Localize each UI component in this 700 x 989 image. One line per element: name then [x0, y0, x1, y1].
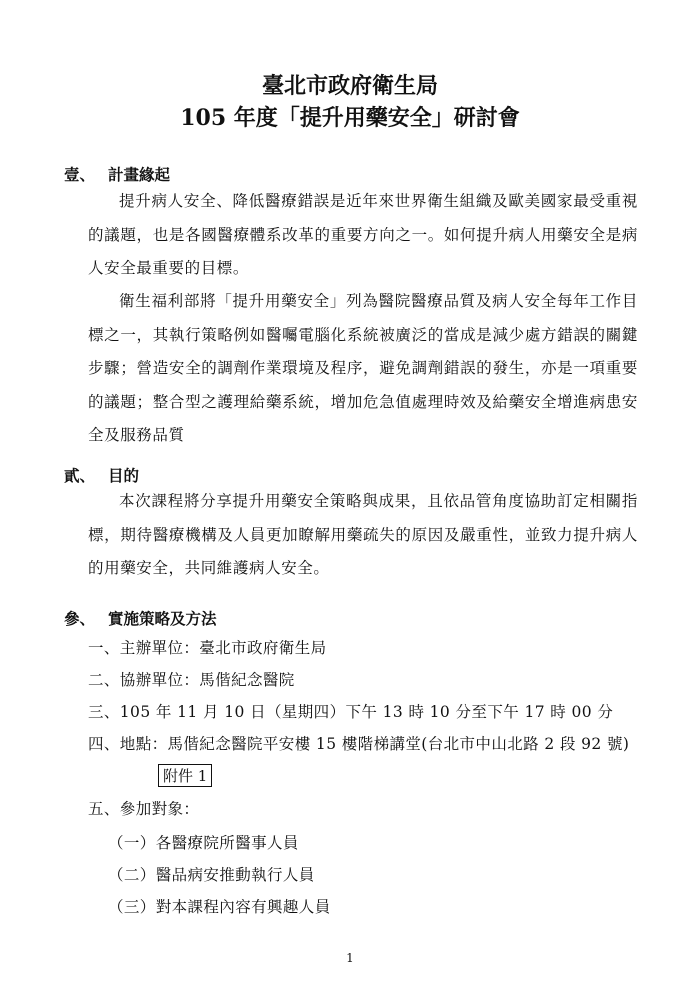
sub-list-item: （一）各醫療院所醫事人員 [108, 834, 299, 852]
attachment-label-box: 附件 1 [158, 764, 212, 787]
paragraph-background-2: 衛生福利部將「提升用藥安全」列為醫院醫療品質及病人安全每年工作目標之一，其執行策略例如醫囑電腦化系統被廣泛的當成是減少處方錯誤的關鍵步驟；營造安全的調劑作業環境及程序，避免調劑錯誤的發生，亦是一項重要的議題；整合型之護理給藥系統，增加危急值處理時效及給藥安全增進病患安全及服務品質 [88, 292, 638, 444]
list-item-co-organizer: 二、協辦單位：馬偕紀念醫院 [88, 671, 295, 689]
section-title: 計畫緣起 [108, 165, 171, 184]
section-heading-purpose [64, 464, 139, 486]
paragraph-background-1: 提升病人安全、降低醫療錯誤是近年來世界衛生組織及歐美國家最受重視的議題，也是各國醫療體系改革的重要方向之一。如何提升病人用藥安全是病人安全最重要的目標。 [88, 192, 638, 277]
paragraph-purpose: 本次課程將分享提升用藥安全策略與成果，且依品管角度協助訂定相關指標，期待醫療機構及人員更加瞭解用藥疏失的原因及嚴重性，並致力提升病人的用藥安全，共同維護病人安全。 [88, 492, 638, 577]
document-title-line2: 105 年度「提升用藥安全」研討會 [180, 105, 520, 131]
section-heading-background [64, 163, 170, 185]
section-number: 壹、 [64, 165, 96, 184]
sub-list-item: （三）對本課程內容有興趣人員 [108, 898, 331, 916]
sub-list-item: （二）醫品病安推動執行人員 [108, 866, 315, 884]
page-number: 1 [346, 951, 354, 965]
list-item-participants: 五、參加對象： [88, 800, 200, 818]
list-item-datetime: 三、105 年 11 月 10 日（星期四）下午 13 時 10 分至下午 17 時 00 分 [88, 703, 614, 721]
section-title: 實施策略及方法 [108, 609, 217, 628]
section-heading-methods [64, 607, 217, 629]
section-title: 目的 [108, 466, 140, 485]
list-item-organizer: 一、主辦單位：臺北市政府衛生局 [88, 639, 327, 657]
document-title-line1: 臺北市政府衛生局 [261, 73, 438, 99]
section-number: 貳、 [64, 466, 96, 485]
section-number: 參、 [64, 609, 96, 628]
list-item-venue: 四、地點：馬偕紀念醫院平安樓 15 樓階梯講堂(台北市中山北路 2 段 92 號) [88, 735, 630, 753]
